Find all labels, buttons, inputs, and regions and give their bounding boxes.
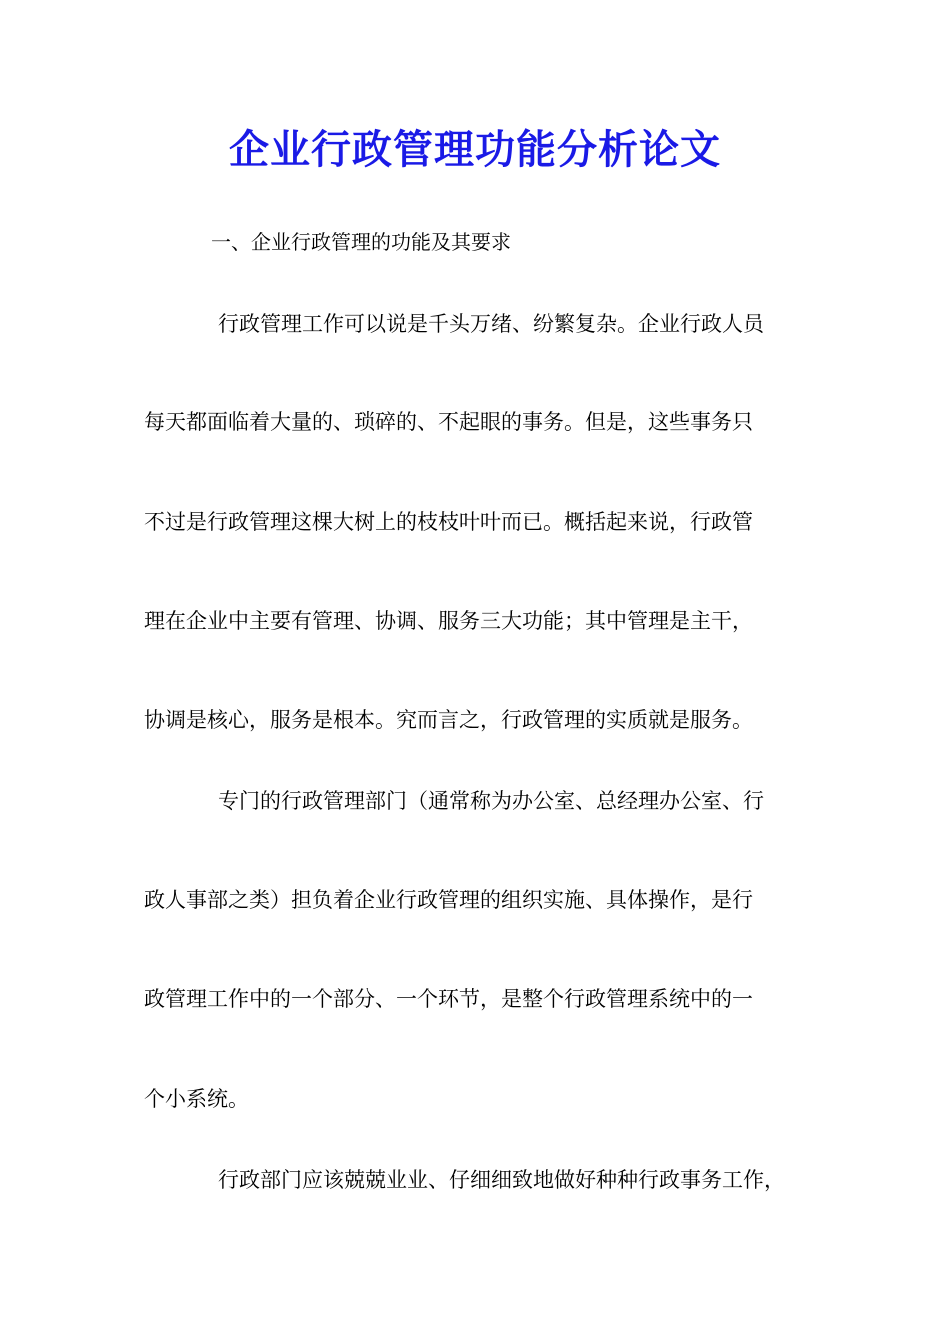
paragraph-line: 专门的行政管理部门（通常称为办公室、总经理办公室、行	[218, 789, 764, 813]
paragraph-line: 理在企业中主要有管理、协调、服务三大功能；其中管理是主干，	[144, 609, 753, 633]
paragraph-line: 不过是行政管理这棵大树上的枝枝叶叶而已。概括起来说，行政管	[144, 510, 753, 534]
section-heading: 一、企业行政管理的功能及其要求	[211, 230, 511, 254]
paragraph-line: 每天都面临着大量的、琐碎的、不起眼的事务。但是，这些事务只	[144, 410, 753, 434]
document-title: 企业行政管理功能分析论文	[229, 126, 721, 173]
paragraph-line: 政人事部之类）担负着企业行政管理的组织实施、具体操作，是行	[144, 888, 753, 912]
paragraph-line: 行政管理工作可以说是千头万绪、纷繁复杂。企业行政人员	[218, 312, 764, 336]
paragraph-line: 个小系统。	[144, 1087, 249, 1111]
paragraph-line: 政管理工作中的一个部分、一个环节，是整个行政管理系统中的一	[144, 987, 753, 1011]
paragraph-line: 行政部门应该兢兢业业、仔细细致地做好种种行政事务工作，	[218, 1168, 785, 1192]
paragraph-line: 协调是核心，服务是根本。究而言之，行政管理的实质就是服务。	[144, 708, 753, 732]
